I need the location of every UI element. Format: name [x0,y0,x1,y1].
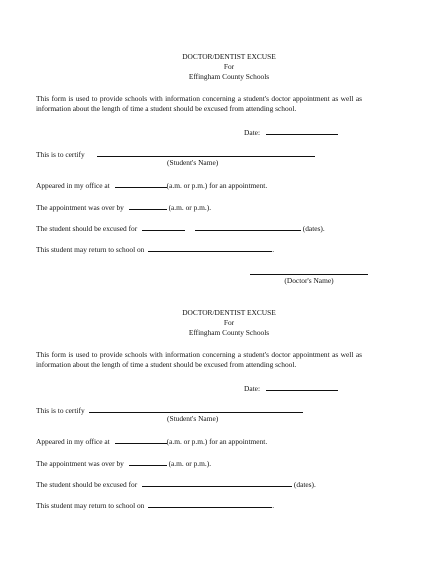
return-date-field[interactable] [148,499,275,510]
office-time-field[interactable] [115,435,167,444]
office-suffix: (a.m. or p.m.) for an appointment. [166,437,268,446]
over-label: The appointment was over by [36,459,124,468]
office-row [36,435,267,447]
return-label: This student may return to school on [36,501,145,510]
date-field[interactable] [266,126,338,135]
over-row [36,457,211,469]
intro-paragraph: This form is used to provide schools with information concerning a student's doctor appointment as well as information about the length of time a student should be excused from attending school. [36,94,362,113]
form-title: DOCTOR/DENTIST EXCUSE [182,308,276,317]
over-time-field[interactable] [129,457,167,466]
intro-paragraph: This form is used to provide schools with information concerning a student's doctor appointment as well as information about the length of time a student should be excused from attending school. [36,350,362,369]
office-label: Appeared in my office at [36,181,110,190]
student-name-field[interactable] [97,148,315,157]
school-name: Effingham County Schools [188,72,270,81]
date-label: Date: [244,128,261,137]
over-label: The appointment was over by [36,203,124,212]
excuse-form-1 [36,52,394,292]
over-row [36,201,211,213]
return-period: . [272,501,275,510]
excused-label: The student should be excused for [36,224,138,233]
office-row [36,179,267,191]
doctor-name-caption: (Doctor's Name) [284,276,334,285]
over-time-field[interactable] [129,201,167,210]
excused-dates-field[interactable] [142,478,292,487]
excused-suffix: (dates). [302,224,325,233]
excused-from-field[interactable] [142,222,185,231]
excused-to-field[interactable] [195,222,301,231]
date-field[interactable] [266,382,338,391]
return-row [36,499,274,511]
return-label: This student may return to school on [36,245,145,254]
return-row [36,243,274,255]
student-name-caption: (Student's Name) [167,414,219,423]
excused-row [36,222,325,234]
form-for: For [223,62,235,71]
form-title: DOCTOR/DENTIST EXCUSE [182,52,276,61]
student-name-caption: (Student's Name) [167,158,219,167]
date-row [244,382,338,394]
office-label: Appeared in my office at [36,437,110,446]
school-name: Effingham County Schools [188,328,270,337]
office-suffix: (a.m. or p.m.) for an appointment. [166,181,268,190]
certify-label: This is to certify [36,150,85,159]
certify-label: This is to certify [36,406,85,415]
excuse-form-2 [36,308,394,518]
return-period: . [272,245,275,254]
form-for: For [223,318,235,327]
date-row [244,126,338,138]
office-time-field[interactable] [115,179,167,188]
excused-row [36,478,316,490]
over-suffix: (a.m. or p.m.). [168,203,212,212]
excused-label: The student should be excused for [36,480,138,489]
excused-suffix: (dates). [293,480,316,489]
student-name-field[interactable] [89,404,303,413]
over-suffix: (a.m. or p.m.). [168,459,212,468]
date-label: Date: [244,384,261,393]
return-date-field[interactable] [148,243,275,254]
